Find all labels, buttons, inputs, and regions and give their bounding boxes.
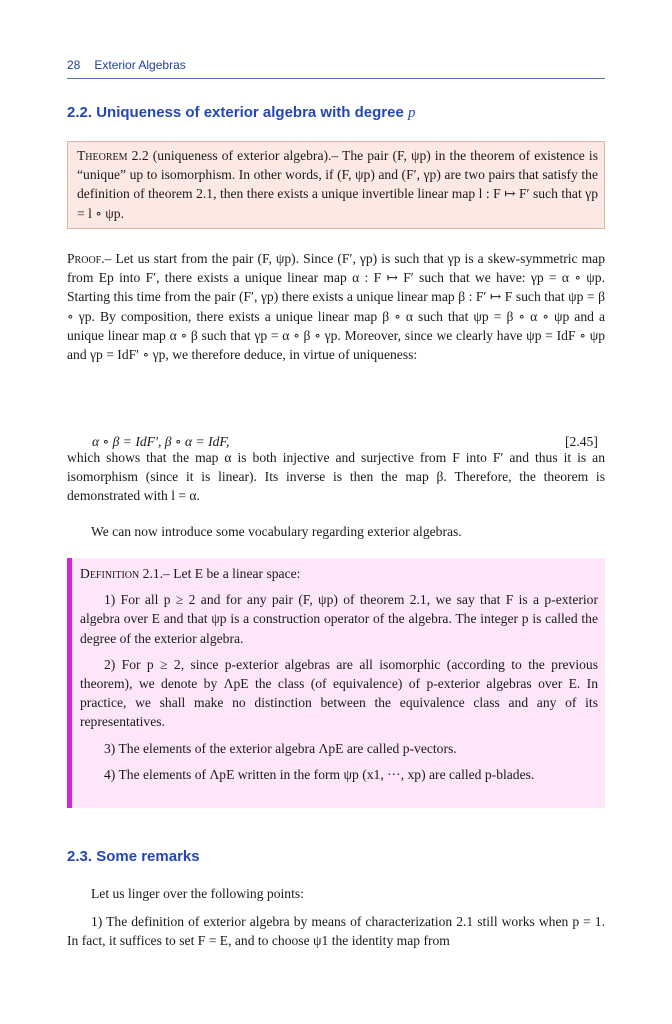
definition-item-2: 2) For p ≥ 2, since p-exterior algebras are all isomorphic (according to the previous theorem), we denote by ΛpE the class (of equivalence) of p-exterior algebras over E. In practice, we shall make no distinction between the equivalence class and any of its representatives.: [80, 656, 598, 730]
section-heading-2-3: [67, 848, 200, 865]
section-title: Some remarks: [96, 848, 200, 865]
section-number: 2.2.: [67, 104, 93, 121]
section-title-math: p: [407, 105, 416, 121]
proof-paragraph: [67, 249, 605, 364]
theorem-body: 2.2 (uniqueness of exterior algebra).– The pair (F, ψp) in the theorem of existence is “unique” up to isomorphism. In other words, if (F, ψp) and (F′, γp) are two pairs that satisfy the definition of theorem 2.1, then there exists a unique invertible linear map l : F ↦ F′ such that γp = l ∘ ψp.: [77, 148, 598, 221]
equation-number: [2.45]: [565, 434, 598, 449]
equation-2-45: α ∘ β = IdF′, β ∘ α = IdF,: [92, 434, 230, 449]
page-number: 28: [67, 58, 81, 72]
definition-head-text: 2.1.– Let E be a linear space:: [139, 566, 301, 581]
definition-item-4: 4) The elements of ΛpE written in the form ψp (x1, ···, xp) are called p-blades.: [104, 766, 535, 782]
definition-head: [80, 564, 598, 583]
definition-item-3: 3) The elements of the exterior algebra ΛpE are called p-vectors.: [104, 740, 457, 756]
section-number: 2.3.: [67, 848, 93, 865]
definition-box: [67, 558, 605, 808]
proof-label: Proof.: [67, 251, 105, 266]
remark-1: 1) The definition of exterior algebra by means of characterization 2.1 still works when p = 1. In fact, it suffices to set F = E, and to choose ψ1 the identity map from: [67, 914, 605, 949]
definition-label: Definition: [80, 566, 140, 581]
theorem-box: [67, 141, 605, 229]
theorem-label: Theorem: [77, 148, 128, 163]
section-title: Uniqueness of exterior algebra with degree: [96, 104, 404, 121]
vocab-intro: We can now introduce some vocabulary regarding exterior algebras.: [91, 524, 462, 539]
proof-body: – Let us start from the pair (F, ψp). Since (F′, γp) is such that γp is a skew-symmetric map from Ep into F′, there exists a unique linear map α : F ↦ F′ such that we have: γp = α ∘ ψp. Starting this time from the pair (F′, γp) there exists a unique linear map β : F′ ↦ F such that ψp = β ∘ γp. By composition, there exists a unique linear map β ∘ α such that ψp = β ∘ α ∘ ψp and a unique linear map α ∘ β such that γp = α ∘ β ∘ γp. Moreover, since we clearly have ψp = IdF ∘ ψp and γp = IdF′ ∘ γp, we therefore deduce, in virtue of uniqueness:: [67, 251, 605, 363]
proof-conclusion: which shows that the map α is both injective and surjective from F into F′ and thus it is an isomorphism (since it is linear). Its inverse is then the map β. Therefore, the theorem is demonstrated with l = α.: [67, 450, 605, 504]
definition-item-1: 1) For all p ≥ 2 and for any pair (F, ψp) of theorem 2.1, we say that F is a p-exterior algebra over E and that ψp is a construction operator of the algebra. The integer p is called the degree of the exterior algebra.: [80, 592, 598, 646]
running-header: [67, 58, 605, 79]
theorem-text: [77, 146, 598, 223]
running-title: Exterior Algebras: [94, 58, 186, 72]
section-heading-2-2: [67, 104, 415, 122]
remarks-intro: Let us linger over the following points:: [91, 886, 304, 901]
